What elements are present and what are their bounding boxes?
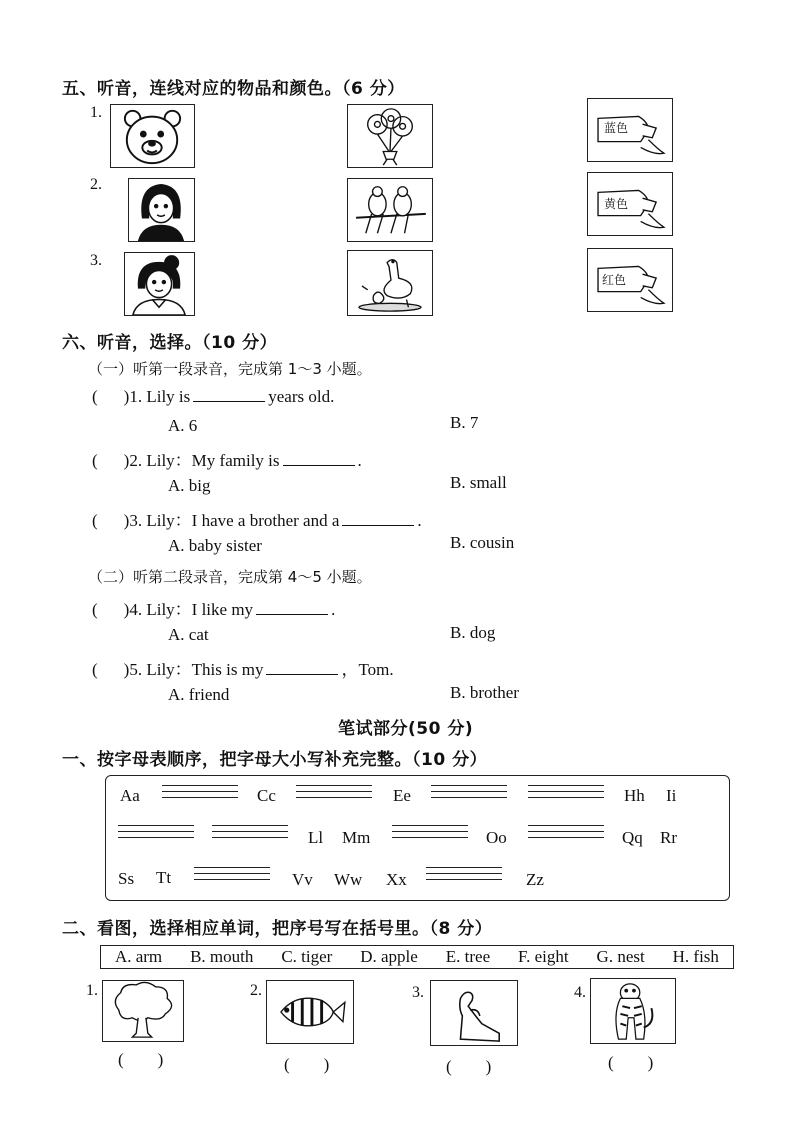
letter-ii: Ii <box>666 786 677 805</box>
written-part-title: 笔试部分(50 分) <box>338 719 474 739</box>
question-1: ( )1. Lily is years old. <box>92 387 335 406</box>
letter-blank-gg[interactable] <box>528 780 604 802</box>
arm-icon[interactable] <box>430 980 518 1046</box>
word-option-e: E. tree <box>445 947 491 966</box>
letters-box <box>105 775 730 901</box>
letter-blank-bb[interactable] <box>162 780 238 802</box>
item-number-1: 1. <box>90 104 102 121</box>
letter-vv: Vv <box>292 870 313 889</box>
word-option-a: A. arm <box>114 947 163 966</box>
answer-paren-3[interactable]: ( ) <box>446 1057 492 1076</box>
section6-title: 六、听音，选择。（10 分） <box>62 333 278 353</box>
letter-hh: Hh <box>624 786 645 805</box>
item-number-3: 3. <box>90 252 102 269</box>
word-option-f: F. eight <box>518 947 569 966</box>
word-bank <box>100 945 734 969</box>
paint-tube-red[interactable] <box>587 248 673 312</box>
letter-blank-jj[interactable] <box>118 820 194 842</box>
answer-paren-4[interactable]: ( ) <box>608 1053 654 1072</box>
paint-tube-blue[interactable] <box>587 98 673 162</box>
letter-qq: Qq <box>622 828 643 847</box>
color-label-yellow: 黄色 <box>604 197 629 211</box>
section2-title: 二、看图，选择相应单词，把序号写在括号里。（8 分） <box>62 919 493 939</box>
item-number-2: 2. <box>90 176 102 193</box>
letter-blank-nn[interactable] <box>392 820 468 842</box>
letter-zz: Zz <box>526 870 544 889</box>
answer-blank-2[interactable] <box>283 464 355 466</box>
word-option-d: D. apple <box>360 947 418 966</box>
answer-blank-3[interactable] <box>342 524 414 526</box>
letter-ee: Ee <box>393 786 411 805</box>
q2-option-a[interactable]: A. big <box>168 476 211 495</box>
letter-rr: Rr <box>660 828 677 847</box>
fish-icon[interactable] <box>266 980 354 1044</box>
q1-option-b[interactable]: B. 7 <box>450 413 479 432</box>
color-label-blue: 蓝色 <box>604 121 629 135</box>
picture-number-4: 4. <box>574 984 586 1001</box>
question-4: ( )4. Lily：I like my . <box>92 600 336 619</box>
question-5: ( )5. Lily：This is my ，Tom. <box>92 660 394 679</box>
letter-blank-kk[interactable] <box>212 820 288 842</box>
letter-tt: Tt <box>156 868 172 887</box>
answer-blank-5[interactable] <box>266 673 338 675</box>
q2-option-b[interactable]: B. small <box>450 473 507 492</box>
birds-icon[interactable] <box>347 178 433 242</box>
letter-blank-dd[interactable] <box>296 780 372 802</box>
tree-icon[interactable] <box>102 980 184 1042</box>
q3-option-b[interactable]: B. cousin <box>450 533 515 552</box>
section1-title: 一、按字母表顺序，把字母大小写补充完整。（10 分） <box>62 750 488 770</box>
letter-blank-pp[interactable] <box>528 820 604 842</box>
picture-number-2: 2. <box>250 982 262 999</box>
section5-title: 五、听音，连线对应的物品和颜色。（6 分） <box>62 79 405 99</box>
word-option-c: C. tiger <box>281 947 333 966</box>
letter-blank-ff[interactable] <box>431 780 507 802</box>
q5-option-a[interactable]: A. friend <box>168 685 230 704</box>
letter-cc: Cc <box>257 786 276 805</box>
q4-option-b[interactable]: B. dog <box>450 623 496 642</box>
girl-short-hair-icon[interactable] <box>128 178 195 242</box>
paint-tube-yellow[interactable] <box>587 172 673 236</box>
answer-blank-1[interactable] <box>193 400 265 402</box>
picture-number-1: 1. <box>86 982 98 999</box>
answer-paren-1[interactable]: ( ) <box>118 1050 164 1069</box>
question-2: ( )2. Lily：My family is . <box>92 451 362 470</box>
ducks-icon[interactable] <box>347 250 433 316</box>
q3-option-a[interactable]: A. baby sister <box>168 536 262 555</box>
bear-face-icon[interactable] <box>110 104 195 168</box>
letter-ww: Ww <box>334 870 363 889</box>
answer-blank-4[interactable] <box>256 613 328 615</box>
letter-aa: Aa <box>120 786 140 805</box>
q4-option-a[interactable]: A. cat <box>168 625 209 644</box>
part1-instruction: （一）听第一段录音，完成第 1～3 小题。 <box>88 360 372 378</box>
word-option-b: B. mouth <box>190 947 254 966</box>
word-option-g: G. nest <box>596 947 645 966</box>
color-label-red: 红色 <box>602 273 627 287</box>
picture-number-3: 3. <box>412 984 424 1001</box>
letter-oo: Oo <box>486 828 507 847</box>
part2-instruction: （二）听第二段录音，完成第 4～5 小题。 <box>88 568 372 586</box>
letter-blank-yy[interactable] <box>426 862 502 884</box>
letter-blank-uu[interactable] <box>194 862 270 884</box>
letter-ss: Ss <box>118 869 135 888</box>
letter-mm: Mm <box>342 828 371 847</box>
q1-option-a[interactable]: A. 6 <box>168 416 198 435</box>
girl-bun-hair-icon[interactable] <box>124 252 195 316</box>
tiger-icon[interactable] <box>590 978 676 1044</box>
answer-paren-2[interactable]: ( ) <box>284 1055 330 1074</box>
question-3: ( )3. Lily：I have a brother and a . <box>92 511 422 530</box>
letter-xx: Xx <box>386 870 407 889</box>
flowers-icon[interactable] <box>347 104 433 168</box>
letter-ll: Ll <box>308 828 324 847</box>
word-option-h: H. fish <box>672 947 719 966</box>
q5-option-b[interactable]: B. brother <box>450 683 519 702</box>
